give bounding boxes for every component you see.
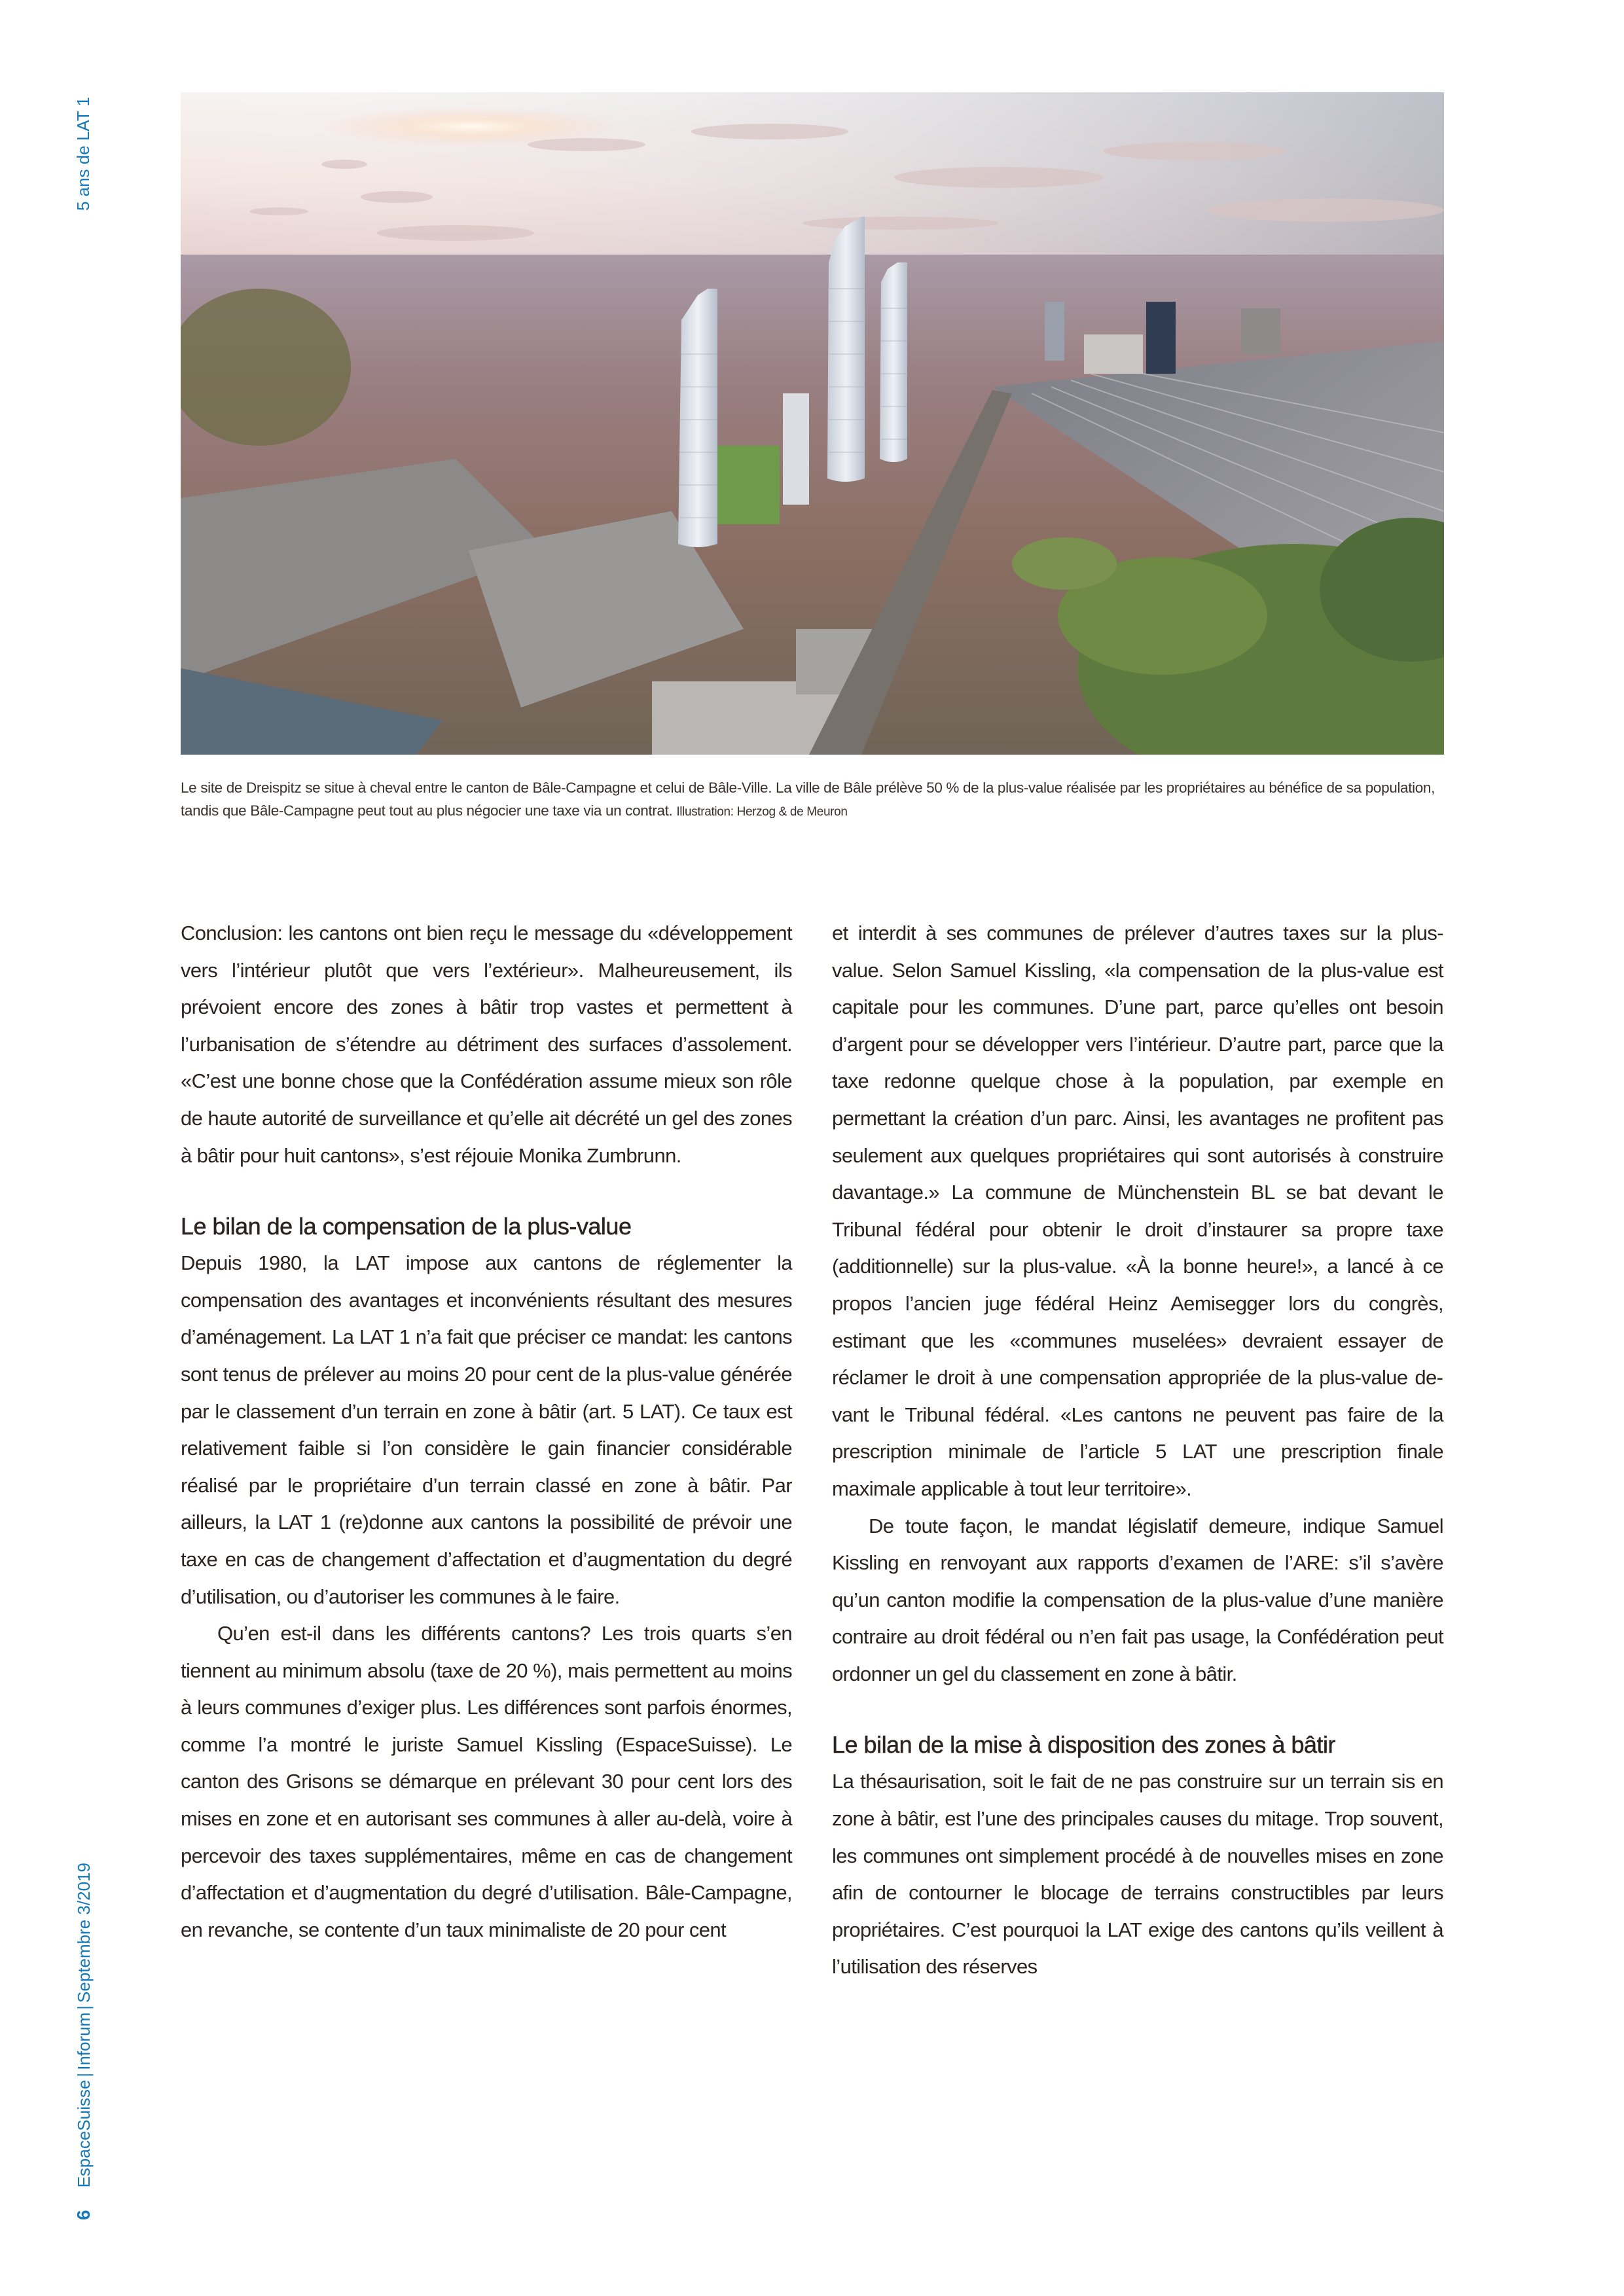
figure-caption (181, 776, 1444, 823)
separator: | (74, 2005, 94, 2010)
section-heading-building-zones: Le bilan de la mise à disposition des zones à bâtir (832, 1731, 1335, 1759)
article-column-left (181, 915, 792, 1948)
paragraph-conclusion: Conclusion: les cantons ont bien reçu le message du «développement vers l’intérieur plutôt que vers l’extérieur». Malheureusement, ils prévoient encore des zones à bâtir trop vastes et permettent à l’urbanisation de s’étendre au détriment des surfaces d’assolement. «C’est une bonne chose que la Confédération assume mieux son rôle de haute autorité de surveillance et qu’elle ait décrété un gel des zones à bâtir pour huit cantons», s’est réjouie Monika Zumbrunn. (181, 922, 792, 1167)
page-number: 6 (73, 2210, 94, 2220)
issue-date: Septembre 3/2019 (74, 1863, 94, 2003)
publication-line (74, 1863, 94, 2187)
article-column-right (832, 915, 1443, 1986)
publication-name: EspaceSuisse (74, 2079, 94, 2188)
paragraph-mandate: De toute façon, le mandat législatif demeure, indique Samuel Kissling en renvoyant aux rapports d’examen de l’ARE: s’il s’avère qu’un canton modifie la compensation de la plus-value d’une manière contraire au droit fédéral ou n’en fait pas usage, la Confédération peut ordonner un gel du classement en zone à bâtir. (832, 1514, 1443, 1685)
running-head-footer (73, 1863, 94, 2220)
paragraph-cantons: Qu’en est-il dans les différents cantons? Les trois quarts s’en tiennent au minimum absolu (taxe de 20 %), mais permettent au moins à leurs communes d’exiger plus. Les différences sont parfois énormes, comme l’a montré le juriste Samuel Kissling (EspaceSuisse). Le canton des Grisons se démarque en prélevant 30 pour cent lors des mises en zone et en autorisant ses communes à aller au-delà, voire à percevoir des taxes supplémentaires, même en cas de changement d’affectation et d’augmentation du degré d’utilisation. Bâle-Campagne, en revanche, se contente d’un taux minimaliste de 20 pour cent (181, 1622, 792, 1941)
section-heading-compensation: Le bilan de la compensation de la plus-value (181, 1213, 632, 1240)
separator: | (74, 2072, 94, 2077)
city-rendering-illustration (181, 92, 1444, 755)
section-spacer (181, 1174, 792, 1208)
series-name: Inforum (74, 2012, 94, 2070)
photo-credit: Illustration: Herzog & de Meuron (676, 805, 848, 819)
aerial-photo (181, 92, 1444, 755)
paragraph-hoarding: La thésaurisation, soit le fait de ne pas construire sur un terrain sis en zone à bâtir, est l’une des principales causes du mitage. Trop souvent, les communes ont simplement procédé à de nouvelles mises en zone afin de contourner le blocage de terrains constructibles par leurs propriétaires. C’est pourquoi la LAT exige des cantons qu’ils veillent à l’utilisation des réserves (832, 1770, 1443, 1979)
section-title: 5 ans de LAT 1 (73, 97, 93, 211)
paragraph-compensation-intro: Depuis 1980, la LAT impose aux cantons de réglementer la compensation des avantages et inconvénients résultant des mesures d’aménagement. La LAT 1 n’a fait que préciser ce mandat: les cantons sont tenus de prélever au moins 20 pour cent de la plus-value générée par le classement d’un terrain en zone à bâtir (art. 5 LAT). Ce taux est relativement faible si l’on considère le gain financier considérable réalisé par le propriétaire d’un terrain classé en zone à bâtir. Par ailleurs, la LAT 1 (re)donne aux cantons la possibilité de prévoir une taxe en cas de changement d’affectation et d’augmentation du degré d’utilisation, ou d’autoriser les communes à le faire. (181, 1251, 792, 1608)
running-head-section (73, 97, 94, 211)
paragraph-kissling: et interdit à ses communes de prélever d’autres taxes sur la plus-value. Selon Samuel Kissling, «la compensation de la plus-value est capitale pour les communes. D’une part, parce qu’elles ont besoin d’argent pour se développer vers l’intérieur. D’autre part, parce que la taxe redonne quelque chose à la population, par exemple en permettant la création d’un parc. Ainsi, les avantages ne profitent pas seulement aux quelques propriétaires qui sont autorisés à construire davantage.» La commune de Münchenstein BL se bat devant le Tribunal fédéral pour obtenir le droit d’instaurer sa propre taxe (additionnelle) sur la plus-value. «À la bonne heure!», a lancé à ce propos l’ancien juge fédéral Heinz Aemisegger lors du congrès, estimant que les «communes muselées» devraient essayer de réclamer le droit à une compensation appropriée de la plus-value devant le Tribunal fédéral. «Les cantons ne peuvent pas faire de la prescription minimale de l’article 5 LAT une prescription finale maximale applicable à tout leur territoire». (832, 922, 1443, 1500)
caption-text: Le site de Dreispitz se situe à cheval entre le canton de Bâle-Campagne et celui de Bâle-Ville. La ville de Bâle prélève 50 % de la plus-value réalisée par les propriétaires au bénéfice de sa population, tandis que Bâle-Campagne peut tout au plus négocier une taxe via un contrat. (181, 780, 1435, 819)
section-spacer (832, 1693, 1443, 1727)
